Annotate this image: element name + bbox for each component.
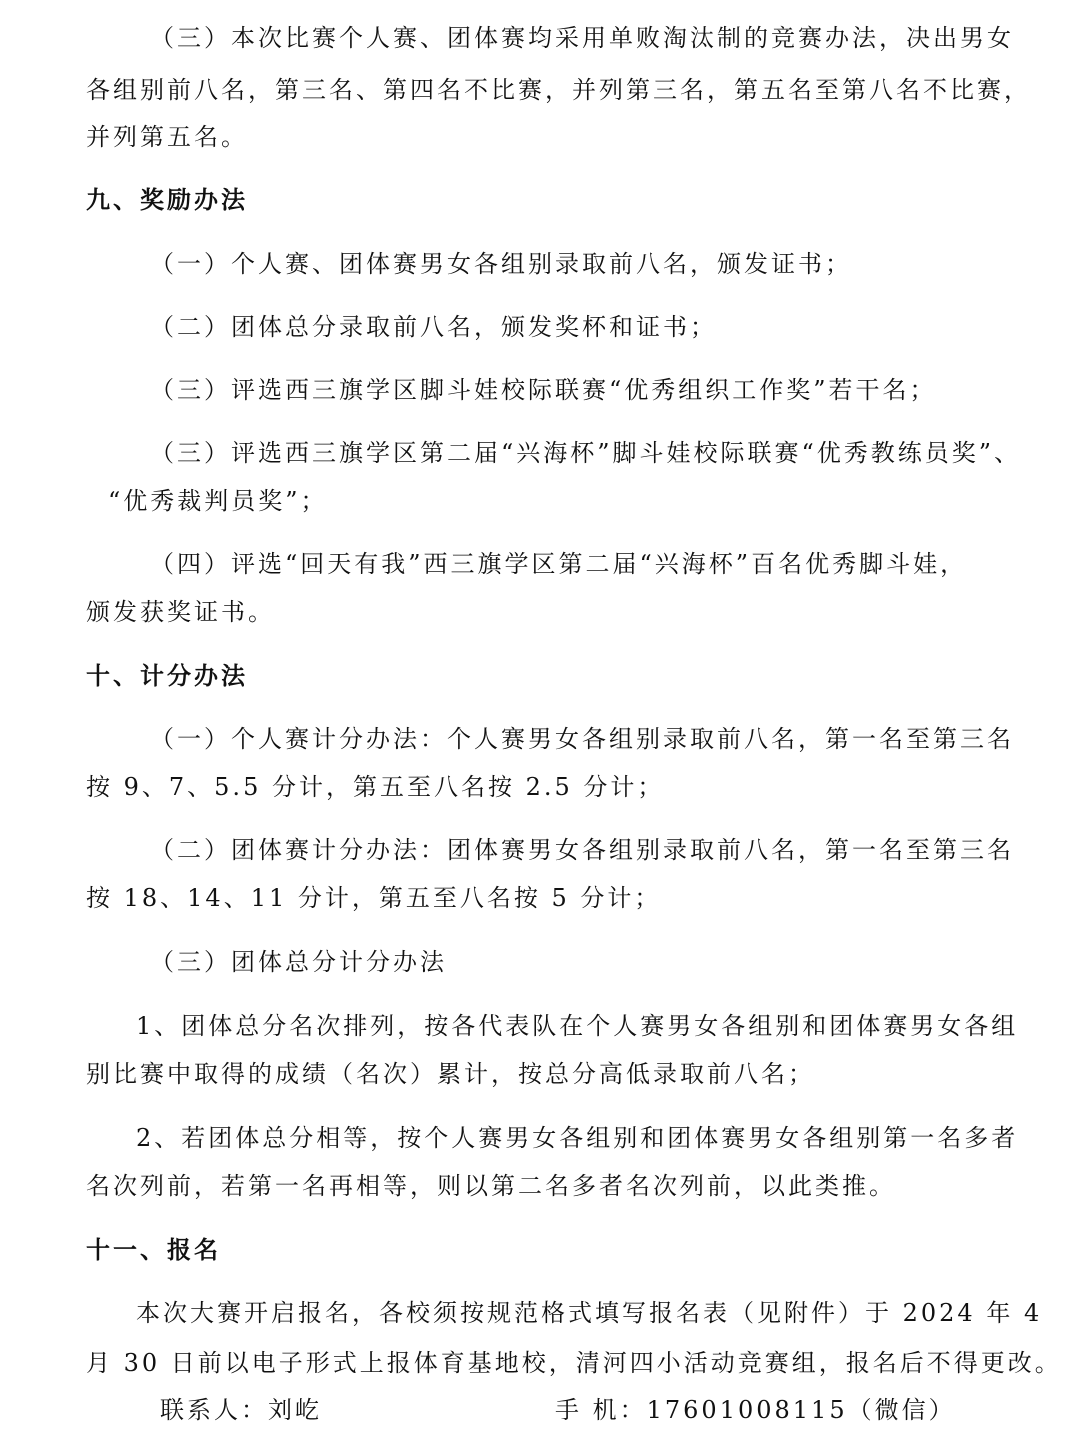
section9-item2: （二）团体总分录取前八名，颁发奖杯和证书； (150, 313, 717, 341)
section9-item3b-line1: （三）评选西三旗学区第二届“兴海杯”脚斗娃校际联赛“优秀教练员奖”、 (150, 439, 1022, 467)
section10-rule1-line2: 别比赛中取得的成绩（名次）累计，按总分高低录取前八名； (86, 1060, 815, 1088)
section8-item3-line2: 各组别前八名，第三名、第四名不比赛，并列第三名，第五名至第八名不比赛， (86, 76, 1031, 104)
section10-heading: 十、计分办法 (86, 662, 248, 690)
section9-heading: 九、奖励办法 (86, 186, 248, 214)
section11-para-line2: 月 30 日前以电子形式上报体育基地校，清河四小活动竞赛组，报名后不得更改。 (86, 1349, 1062, 1377)
section10-item2-line2: 按 18、14、11 分计，第五至八名按 5 分计； (86, 884, 662, 912)
section10-item1-line1: （一）个人赛计分办法：个人赛男女各组别录取前八名，第一名至第三名 (150, 725, 1014, 753)
section8-item3-line3: 并列第五名。 (86, 123, 248, 151)
section10-item1-line2: 按 9、7、5.5 分计，第五至八名按 2.5 分计； (86, 773, 665, 801)
section11-heading: 十一、报名 (86, 1236, 221, 1264)
section10-item2-line1: （二）团体赛计分办法：团体赛男女各组别录取前八名，第一名至第三名 (150, 836, 1014, 864)
section9-item4-line2: 颁发获奖证书。 (86, 598, 275, 626)
section9-item3a: （三）评选西三旗学区脚斗娃校际联赛“优秀组织工作奖”若干名； (150, 376, 937, 404)
contact-person: 联系人：刘屹 (160, 1396, 322, 1424)
section8-item3-line1: （三）本次比赛个人赛、团体赛均采用单败淘汰制的竞赛办法，决出男女 (150, 24, 1014, 52)
section9-item3b-line2: “优秀裁判员奖”； (108, 487, 328, 515)
section10-rule2-line2: 名次列前，若第一名再相等，则以第二名多者名次列前，以此类推。 (86, 1172, 896, 1200)
section9-item1: （一）个人赛、团体赛男女各组别录取前八名，颁发证书； (150, 250, 852, 278)
section10-rule1-line1: 1、团体总分名次排列，按各代表队在个人赛男女各组别和团体赛男女各组 (136, 1012, 1019, 1040)
section10-item3: （三）团体总分计分办法 (150, 948, 447, 976)
contact-phone: 手 机：17601008115（微信） (555, 1396, 956, 1424)
section10-rule2-line1: 2、若团体总分相等，按个人赛男女各组别和团体赛男女各组别第一名多者 (136, 1124, 1019, 1152)
section11-para-line1: 本次大赛开启报名，各校须按规范格式填写报名表（见附件）于 2024 年 4 (136, 1299, 1043, 1327)
section9-item4-line1: （四）评选“回天有我”西三旗学区第二届“兴海杯”百名优秀脚斗娃， (150, 550, 968, 578)
